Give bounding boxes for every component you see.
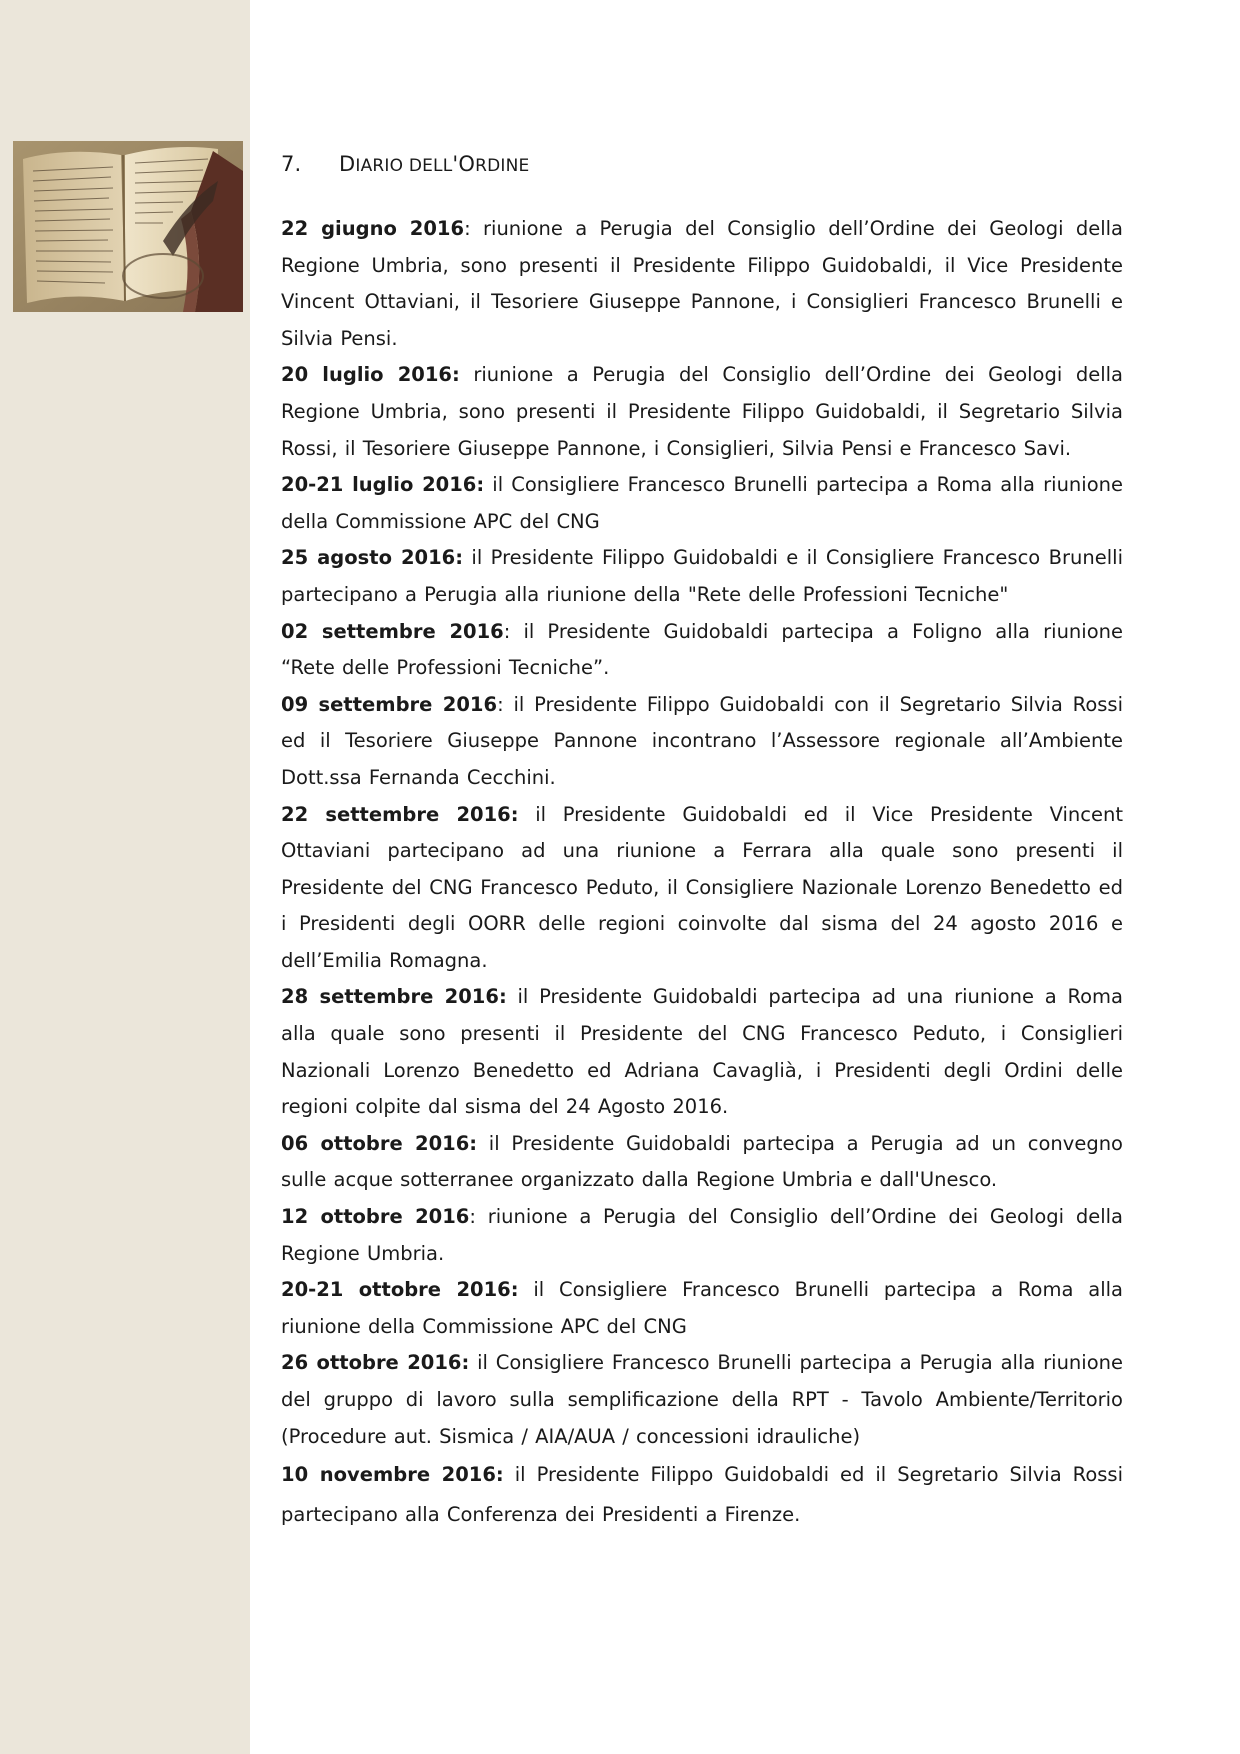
entry-date: 22 giugno 2016 <box>281 217 465 240</box>
entry-date: 09 settembre 2016 <box>281 692 498 716</box>
section-title-part: D <box>339 152 356 176</box>
entry-date: 26 ottobre 2016: <box>281 1351 470 1375</box>
entry-text: il Presidente Filippo Guidobaldi e il Consigliere Francesco Brunelli partecipano a Perugia alla riunione della "Rete delle Professioni Tecniche" <box>281 546 1123 606</box>
diary-entry <box>281 540 1123 613</box>
diary-entry <box>281 797 1123 980</box>
entry-date: 02 settembre 2016 <box>281 619 504 643</box>
section-title-part: 'O <box>452 152 476 176</box>
entry-text: il Consigliere Francesco Brunelli partecipa a Roma alla riunione della Commissione APC del CNG <box>281 473 1123 533</box>
entry-date: 10 novembre 2016: <box>281 1463 504 1487</box>
entry-date: 25 agosto 2016: <box>281 546 464 570</box>
diary-entry <box>281 357 1123 467</box>
entry-date: 06 ottobre 2016: <box>281 1131 478 1155</box>
entry-text: il Consigliere Francesco Brunelli partecipa a Perugia alla riunione del gruppo di lavoro sulla semplificazione della RPT - Tavolo Ambiente/Territorio (Procedure aut. Sismica / AIA/AUA / concessioni idrauliche) <box>281 1351 1123 1448</box>
page-sidebar <box>0 0 250 1754</box>
diary-entry <box>281 1345 1123 1455</box>
section-title-part: IARIO DELL <box>355 156 453 176</box>
document-content <box>281 140 1123 1535</box>
diary-entry <box>281 211 1123 357</box>
diary-entry <box>281 1272 1123 1345</box>
diary-entry <box>281 687 1123 797</box>
diary-entry <box>281 1199 1123 1272</box>
entry-date: 20-21 ottobre 2016: <box>281 1278 519 1302</box>
entry-text: : il Presidente Guidobaldi partecipa a Foligno alla riunione “Rete delle Professioni Tecniche”. <box>281 619 1123 680</box>
diary-entry <box>281 1455 1123 1535</box>
diary-entry <box>281 614 1123 687</box>
entry-text: : riunione a Perugia del Consiglio dell’Ordine dei Geologi della Regione Umbria, sono presenti il Presidente Filippo Guidobaldi, il Vice Presidente Vincent Ottaviani, il Tesoriere Giuseppe Pannone, i Consiglieri Francesco Brunelli e Silvia Pensi. <box>281 217 1124 350</box>
entry-text: riunione a Perugia del Consiglio dell’Ordine dei Geologi della Regione Umbria, sono presenti il Presidente Filippo Guidobaldi, il Segretario Silvia Rossi, il Tesoriere Giuseppe Pannone, i Consiglieri, Silvia Pensi e Francesco Savi. <box>281 363 1123 460</box>
diary-entry <box>281 467 1123 540</box>
entry-date: 28 settembre 2016: <box>281 985 507 1009</box>
entry-text: il Presidente Guidobaldi ed il Vice Presidente Vincent Ottaviani partecipano ad una riunione a Ferrara alla quale sono presenti il Presidente del CNG Francesco Peduto, il Consigliere Nazionale Lorenzo Benedetto ed i Presidenti degli OORR delle regioni coinvolte dal sisma del 24 agosto 2016 e dell’Emilia Romagna. <box>281 802 1123 972</box>
entry-date: 20 luglio 2016: <box>281 363 460 387</box>
diary-book-photo <box>13 141 243 312</box>
entry-date: 22 settembre 2016: <box>281 802 519 826</box>
entry-text: il Presidente Guidobaldi partecipa a Perugia ad un convegno sulle acque sotterranee organizzato dalla Regione Umbria e dall'Unesco. <box>281 1131 1123 1192</box>
entry-text: il Consigliere Francesco Brunelli partecipa a Roma alla riunione della Commissione APC del CNG <box>281 1278 1123 1338</box>
section-title-part: RDINE <box>475 156 530 176</box>
diary-entry <box>281 979 1123 1125</box>
section-number: 7. <box>281 152 302 176</box>
entry-date: 20-21 luglio 2016: <box>281 473 485 497</box>
section-heading <box>281 140 1123 188</box>
entry-text: il Presidente Filippo Guidobaldi ed il Segretario Silvia Rossi partecipano alla Conferenza dei Presidenti a Firenze. <box>281 1463 1123 1527</box>
entry-text: il Presidente Guidobaldi partecipa ad una riunione a Roma alla quale sono presenti il Presidente del CNG Francesco Peduto, i Consiglieri Nazionali Lorenzo Benedetto ed Adriana Cavaglià, i Presidenti degli Ordini delle regioni colpite dal sisma del 24 Agosto 2016. <box>281 985 1123 1119</box>
entry-date: 12 ottobre 2016 <box>281 1205 470 1229</box>
diary-entry <box>281 1126 1123 1199</box>
entry-text: : riunione a Perugia del Consiglio dell’Ordine dei Geologi della Regione Umbria. <box>281 1205 1123 1265</box>
entry-text: : il Presidente Filippo Guidobaldi con il Segretario Silvia Rossi ed il Tesoriere Giuseppe Pannone incontrano l’Assessore regionale all’Ambiente Dott.ssa Fernanda Cecchini. <box>281 692 1123 789</box>
